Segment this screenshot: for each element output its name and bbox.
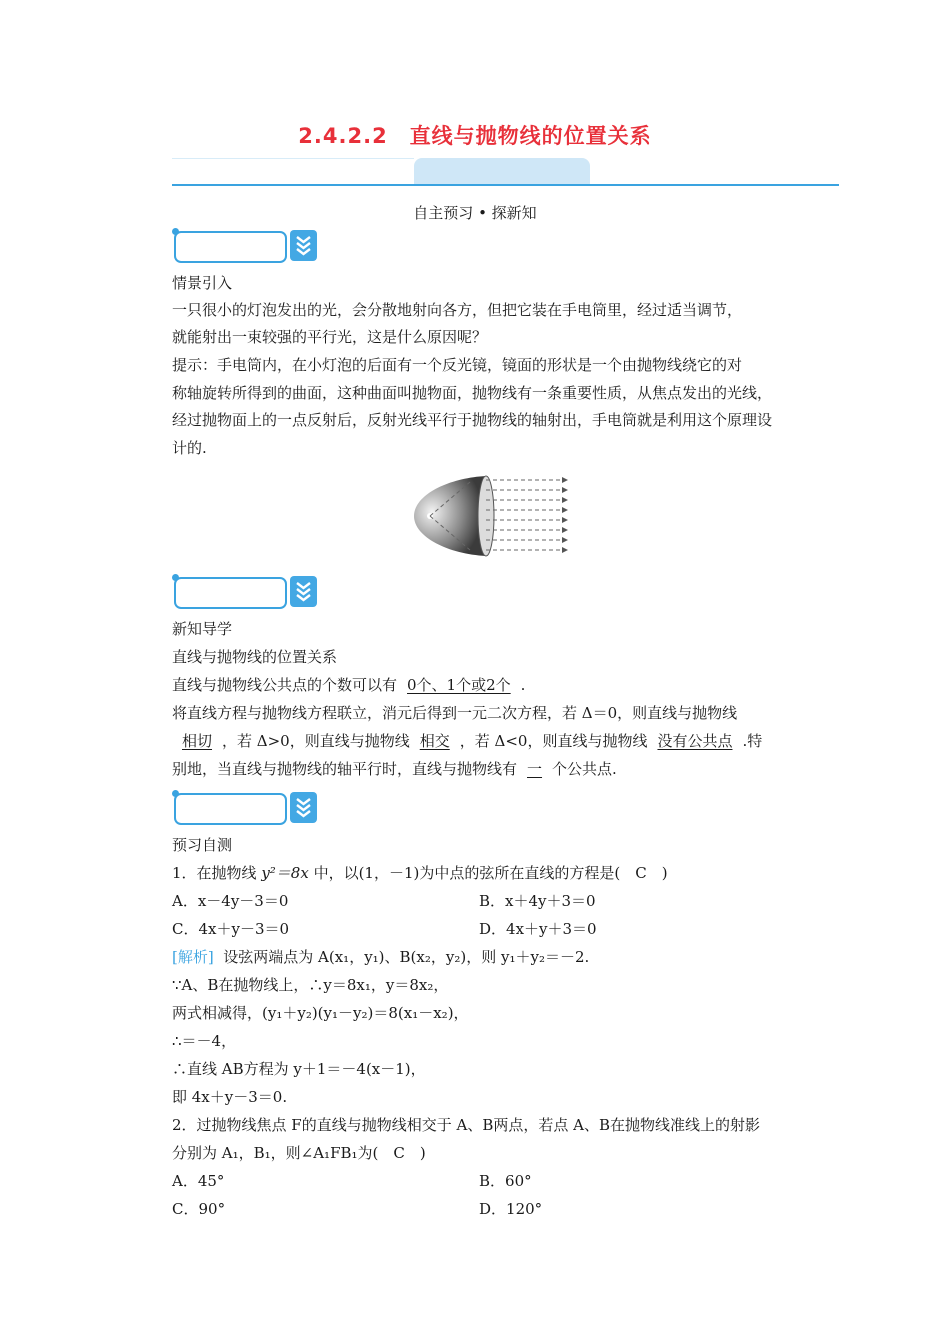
q1-stem-b: 中，以(1，－1)为中点的弦所在直线的方程是( C ) — [308, 864, 668, 882]
banner-line — [172, 184, 839, 186]
analysis-tag: [解析] — [172, 948, 214, 966]
knowledge-line1-a: 直线与抛物线公共点的个数可以有 — [172, 676, 398, 694]
q2-option-d: D．120° — [479, 1200, 543, 1218]
label-frame — [174, 231, 287, 263]
q1-stem-equation: y²＝8x — [261, 864, 309, 882]
label-frame — [174, 577, 287, 609]
intro-question-line2: 就能射出一束较强的平行光，这是什么原因呢？ — [172, 328, 488, 346]
q1-analysis-line1 — [172, 944, 589, 971]
answer-blank: 一 — [527, 760, 543, 778]
answer-blank: 没有公共点 — [657, 732, 733, 750]
q1-analysis-line3: 两式相减得，(y₁＋y₂)(y₁－y₂)＝8(x₁－x₂)， — [172, 1004, 469, 1022]
q1-analysis-line6: 即 4x＋y－3＝0. — [172, 1088, 288, 1106]
chevron-down-double-icon — [290, 792, 317, 823]
q1-analysis-line4: ∴＝－4， — [172, 1032, 237, 1050]
answer-blank: 相切 — [182, 732, 213, 750]
knowledge-line3 — [172, 728, 762, 755]
knowledge-line3-a: ，若 Δ>0，则直线与抛物线 — [222, 732, 410, 750]
banner-line-light — [172, 158, 414, 159]
paraboloid-figure — [408, 470, 570, 562]
chevron-down-double-icon — [290, 230, 317, 261]
q1-option-b: B．x＋4y＋3＝0 — [479, 892, 596, 910]
intro-heading: 情景引入 — [172, 274, 233, 292]
answer-blank: 0个、1个或2个 — [407, 676, 511, 694]
q1-analysis-line5: ∴直线 AB方程为 y＋1＝－4(x－1)， — [172, 1060, 426, 1078]
q1-option-d: D．4x＋y＋3＝0 — [479, 920, 597, 938]
dot-icon — [172, 574, 179, 581]
knowledge-line3-c: .特 — [742, 732, 763, 750]
banner-tab — [414, 158, 590, 186]
intro-hint-line1: 提示：手电筒内，在小灯泡的后面有一个反光镜，镜面的形状是一个由抛物线绕它的对 — [172, 356, 743, 374]
intro-hint-line2: 称轴旋转所得到的曲面，这种曲面叫抛物面，抛物线有一条重要性质，从焦点发出的光线， — [172, 384, 773, 402]
page-title: 2.4.2.2 直线与抛物线的位置关系 — [298, 124, 652, 148]
q1-stem-a: 1．在抛物线 — [172, 864, 262, 882]
dot-icon — [172, 228, 179, 235]
q2-option-b: B．60° — [479, 1172, 532, 1190]
q2-option-a: A．45° — [172, 1172, 225, 1190]
section-label-box — [172, 790, 318, 828]
knowledge-line4 — [172, 756, 617, 783]
section-label-box — [172, 574, 318, 612]
knowledge-line1-b: . — [520, 676, 526, 694]
self-test-heading: 预习自测 — [172, 836, 233, 854]
q1-option-a: A．x－4y－3＝0 — [172, 892, 289, 910]
intro-question-line1 — [172, 297, 742, 324]
intro-question-line1-text: 一只很小的灯泡发出的光，会分散地射向各方，但把它装在手电筒里，经过适当调节， — [172, 301, 743, 319]
label-frame — [174, 793, 287, 825]
knowledge-line4-a: 别地，当直线与抛物线的轴平行时，直线与抛物线有 — [172, 760, 518, 778]
knowledge-line1 — [172, 672, 525, 699]
answer-blank: 相交 — [419, 732, 450, 750]
knowledge-heading: 新知导学 — [172, 620, 233, 638]
knowledge-subheading: 直线与抛物线的位置关系 — [172, 648, 338, 666]
intro-hint-line4: 计的. — [172, 439, 207, 457]
intro-hint-line3: 经过抛物面上的一点反射后，反射光线平行于抛物线的轴射出，手电筒就是利用这个原理设 — [172, 411, 773, 429]
dot-icon — [172, 790, 179, 797]
q1-analysis-line2: ∵A、B在抛物线上，∴y＝8x₁，y＝8x₂， — [172, 976, 449, 994]
q2-stem-line2: 分别为 A₁，B₁，则∠A₁FB₁为( C ) — [172, 1144, 426, 1162]
knowledge-line4-b: 个公共点. — [552, 760, 617, 778]
knowledge-line2: 将直线方程与抛物线方程联立，消元后得到一元二次方程，若 Δ＝0，则直线与抛物线 — [172, 704, 738, 722]
knowledge-line3-b: ，若 Δ<0，则直线与抛物线 — [459, 732, 648, 750]
section-heading: 自主预习 • 探新知 — [413, 204, 537, 222]
q1-option-c: C．4x＋y－3＝0 — [172, 920, 290, 938]
q2-option-c: C．90° — [172, 1200, 226, 1218]
chevron-down-double-icon — [290, 576, 317, 607]
q1-stem — [172, 860, 668, 887]
analysis-text: 设弦两端点为 A(x₁，y₁)、B(x₂，y₂)，则 y₁＋y₂＝－2. — [223, 948, 590, 966]
q2-stem-line1: 2．过抛物线焦点 F的直线与抛物线相交于 A、B两点，若点 A、B在抛物线准线上的射影 — [172, 1116, 760, 1134]
section-label-box — [172, 228, 318, 266]
